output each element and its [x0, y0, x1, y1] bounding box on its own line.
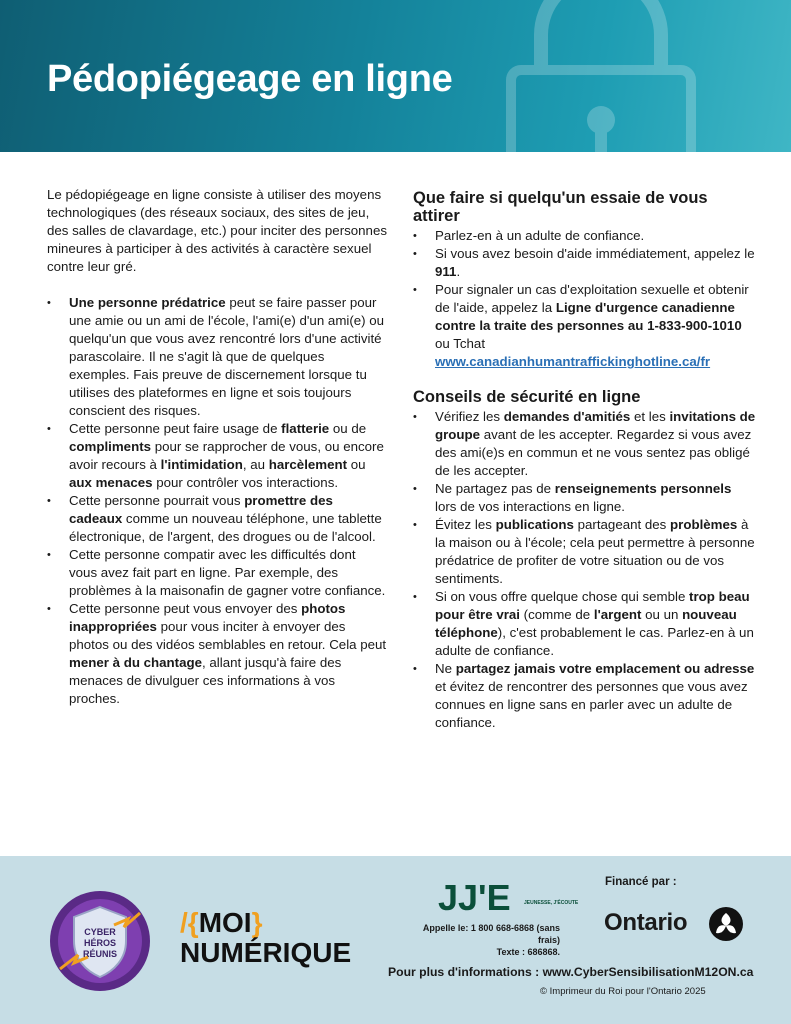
moi-numerique-logo — [180, 908, 351, 968]
text: pour se rapprocher de vous, ou encore avoir recours à — [69, 439, 384, 472]
bold-text: invitations de groupe — [435, 409, 756, 442]
kids-help-phone-logo — [438, 877, 579, 918]
logo-brace: { — [187, 907, 199, 938]
page-header — [0, 0, 791, 152]
logo-brace: } — [251, 907, 263, 938]
bold-text: nouveau téléphone — [435, 607, 737, 640]
text: Si vous avez besoin d'aide immédiatement, appelez le — [435, 246, 755, 261]
warning-list — [47, 294, 387, 708]
bold-text: Une personne prédatrice — [69, 295, 226, 310]
left-column — [47, 186, 387, 708]
bold-text: problèmes — [670, 517, 738, 532]
text: Vérifiez les — [435, 409, 504, 424]
text: Parlez-en à un adulte de confiance. — [435, 228, 645, 243]
intro-paragraph: Le pédopiégeage en ligne consiste à utiliser des moyens technologiques (des réseaux sociaux, des sites de jeu, des salles de clavardage, etc.) pour inciter des personnes mineures à participer à des activités à caractère sexuel contre leur gré. — [47, 187, 387, 274]
text: , au — [242, 457, 269, 472]
text: Évitez les — [435, 517, 496, 532]
text: Cette personne compatir avec les difficultés dont vous avez fait part en ligne. Par exemple, des problèmes à la maisonafin de gagner votre confiance. — [69, 547, 386, 598]
ontario-wordmark: Ontario — [604, 909, 688, 936]
list-item — [47, 600, 387, 708]
help-list — [413, 227, 756, 371]
text: ou — [347, 457, 366, 472]
logo-word: MOI — [198, 907, 252, 938]
badge-line: RÉUNIS — [82, 949, 118, 959]
list-item — [47, 420, 387, 492]
list-item — [413, 660, 756, 732]
badge-line: CYBER — [84, 927, 116, 937]
bold-text: l'intimidation — [160, 457, 243, 472]
funded-by-label: Financé par : — [605, 876, 677, 888]
list-item — [413, 480, 756, 516]
text: Cette personne pourrait vous — [69, 493, 245, 508]
text: , allant jusqu'à faire des menaces de divulguer ces informations à vos proches. — [69, 655, 342, 706]
more-info-line: Pour plus d'informations : www.CyberSensibilisationM12ON.ca — [388, 965, 754, 979]
jj-logo-text: JJ'E — [438, 877, 511, 918]
list-item — [413, 408, 756, 480]
text: Cette personne peut vous envoyer des — [69, 601, 302, 616]
list-item — [47, 492, 387, 546]
kids-help-phone-contact — [400, 922, 560, 958]
bold-text: trop beau pour être vrai — [435, 589, 750, 622]
padlock-icon — [471, 0, 731, 180]
list-item — [413, 516, 756, 588]
section-heading-safety: Conseils de sécurité en ligne — [413, 388, 641, 406]
bold-text: l'argent — [593, 607, 642, 622]
text: lors de vos interactions en ligne. — [435, 499, 625, 514]
text: ), c'est probablement le cas. Parlez-en à un adulte de confiance. — [435, 625, 754, 658]
text: . — [456, 264, 461, 279]
bold-text: mener à du chantage — [69, 655, 203, 670]
list-item — [413, 588, 756, 660]
text: (comme de — [519, 607, 594, 622]
text: ou de — [329, 421, 367, 436]
text: partageant des — [573, 517, 671, 532]
text: Cette personne peut faire usage de — [69, 421, 282, 436]
bold-text: 911 — [435, 264, 457, 279]
list-item — [413, 281, 756, 371]
text: Pour signaler un cas d'exploitation sexuelle et obtenir de l'aide, appelez la — [435, 282, 749, 315]
text: ou Tchat — [435, 336, 486, 351]
text: Ne — [435, 661, 456, 676]
cyber-heroes-badge-logo — [48, 889, 152, 993]
jj-logo-subtext: JEUNESSE, J'ÉCOUTE — [524, 900, 579, 906]
text: pour contrôler vos interactions. — [152, 475, 339, 490]
text: Si on vous offre quelque chose qui semble — [435, 589, 690, 604]
list-item — [413, 227, 756, 245]
bold-text: promettre des cadeaux — [69, 493, 333, 526]
bold-text: Ligne d'urgence canadienne contre la traite des personnes au 1-833-900-1010 — [435, 300, 742, 333]
jj-text: Texte : 686868. — [496, 947, 560, 957]
bold-text: publications — [495, 517, 574, 532]
bold-text: demandes d'amitiés — [503, 409, 631, 424]
text: ou un — [641, 607, 683, 622]
logo-word: NUMÉRIQUE — [180, 937, 352, 968]
text: Ne partagez pas de — [435, 481, 555, 496]
bold-text: partagez jamais votre emplacement ou adresse — [455, 661, 755, 676]
bold-text: flatterie — [281, 421, 330, 436]
list-item — [47, 294, 387, 420]
text: à la maison ou à l'école; cela peut permettre à personne prédatrice de profiter de votre situation ou de vos sentiments. — [435, 517, 755, 586]
logo-slash: / — [180, 907, 188, 938]
hotline-link[interactable]: www.canadianhumantraffickinghotline.ca/fr — [435, 354, 711, 369]
jj-phone: Appelle le: 1 800 668-6868 (sans frais) — [422, 923, 560, 945]
right-column — [413, 189, 756, 732]
bold-text: compliments — [69, 439, 152, 454]
badge-line: HÉROS — [83, 938, 117, 948]
copyright: © Imprimeur du Roi pour l'Ontario 2025 — [540, 986, 706, 997]
section-heading-help: Que faire si quelqu'un essaie de vous attirer — [413, 189, 708, 225]
bold-text: photos inappropriées — [69, 601, 346, 634]
text: pour vous inciter à envoyer des photos ou des vidéos semblables en retour. Cela peut — [69, 619, 387, 652]
page-title: Pédopiégeage en ligne — [47, 58, 453, 100]
safety-list — [413, 408, 756, 732]
text: et évitez de rencontrer des personnes que vous avez connues en ligne sans en parler avec un adulte de confiance. — [435, 679, 748, 730]
list-item — [47, 546, 387, 600]
text: avant de les accepter. Regardez si vous avez des ami(e)s en commun et ne vous sentez pas obligé de les accepter. — [435, 427, 752, 478]
bold-text: harcèlement — [268, 457, 348, 472]
ontario-trillium-icon — [708, 906, 744, 942]
text: et les — [630, 409, 670, 424]
page-footer — [0, 856, 791, 1024]
text: comme un nouveau téléphone, une tablette électronique, de l'argent, des drogues ou de l'alcool. — [69, 511, 382, 544]
bold-text: renseignements personnels — [554, 481, 732, 496]
list-item — [413, 245, 756, 281]
text: peut se faire passer pour une amie ou un ami de l'école, l'ami(e) d'un ami(e) ou quelqu'un que vous avez rencontré lors d'une activité parascolaire. Il ne s'agit là que de quelques exemples. Fais preuve de discernement lorsque tu utilises des plateformes en ligne et sois toujours conscient des risques. — [69, 295, 385, 418]
bold-text: aux menaces — [69, 475, 153, 490]
